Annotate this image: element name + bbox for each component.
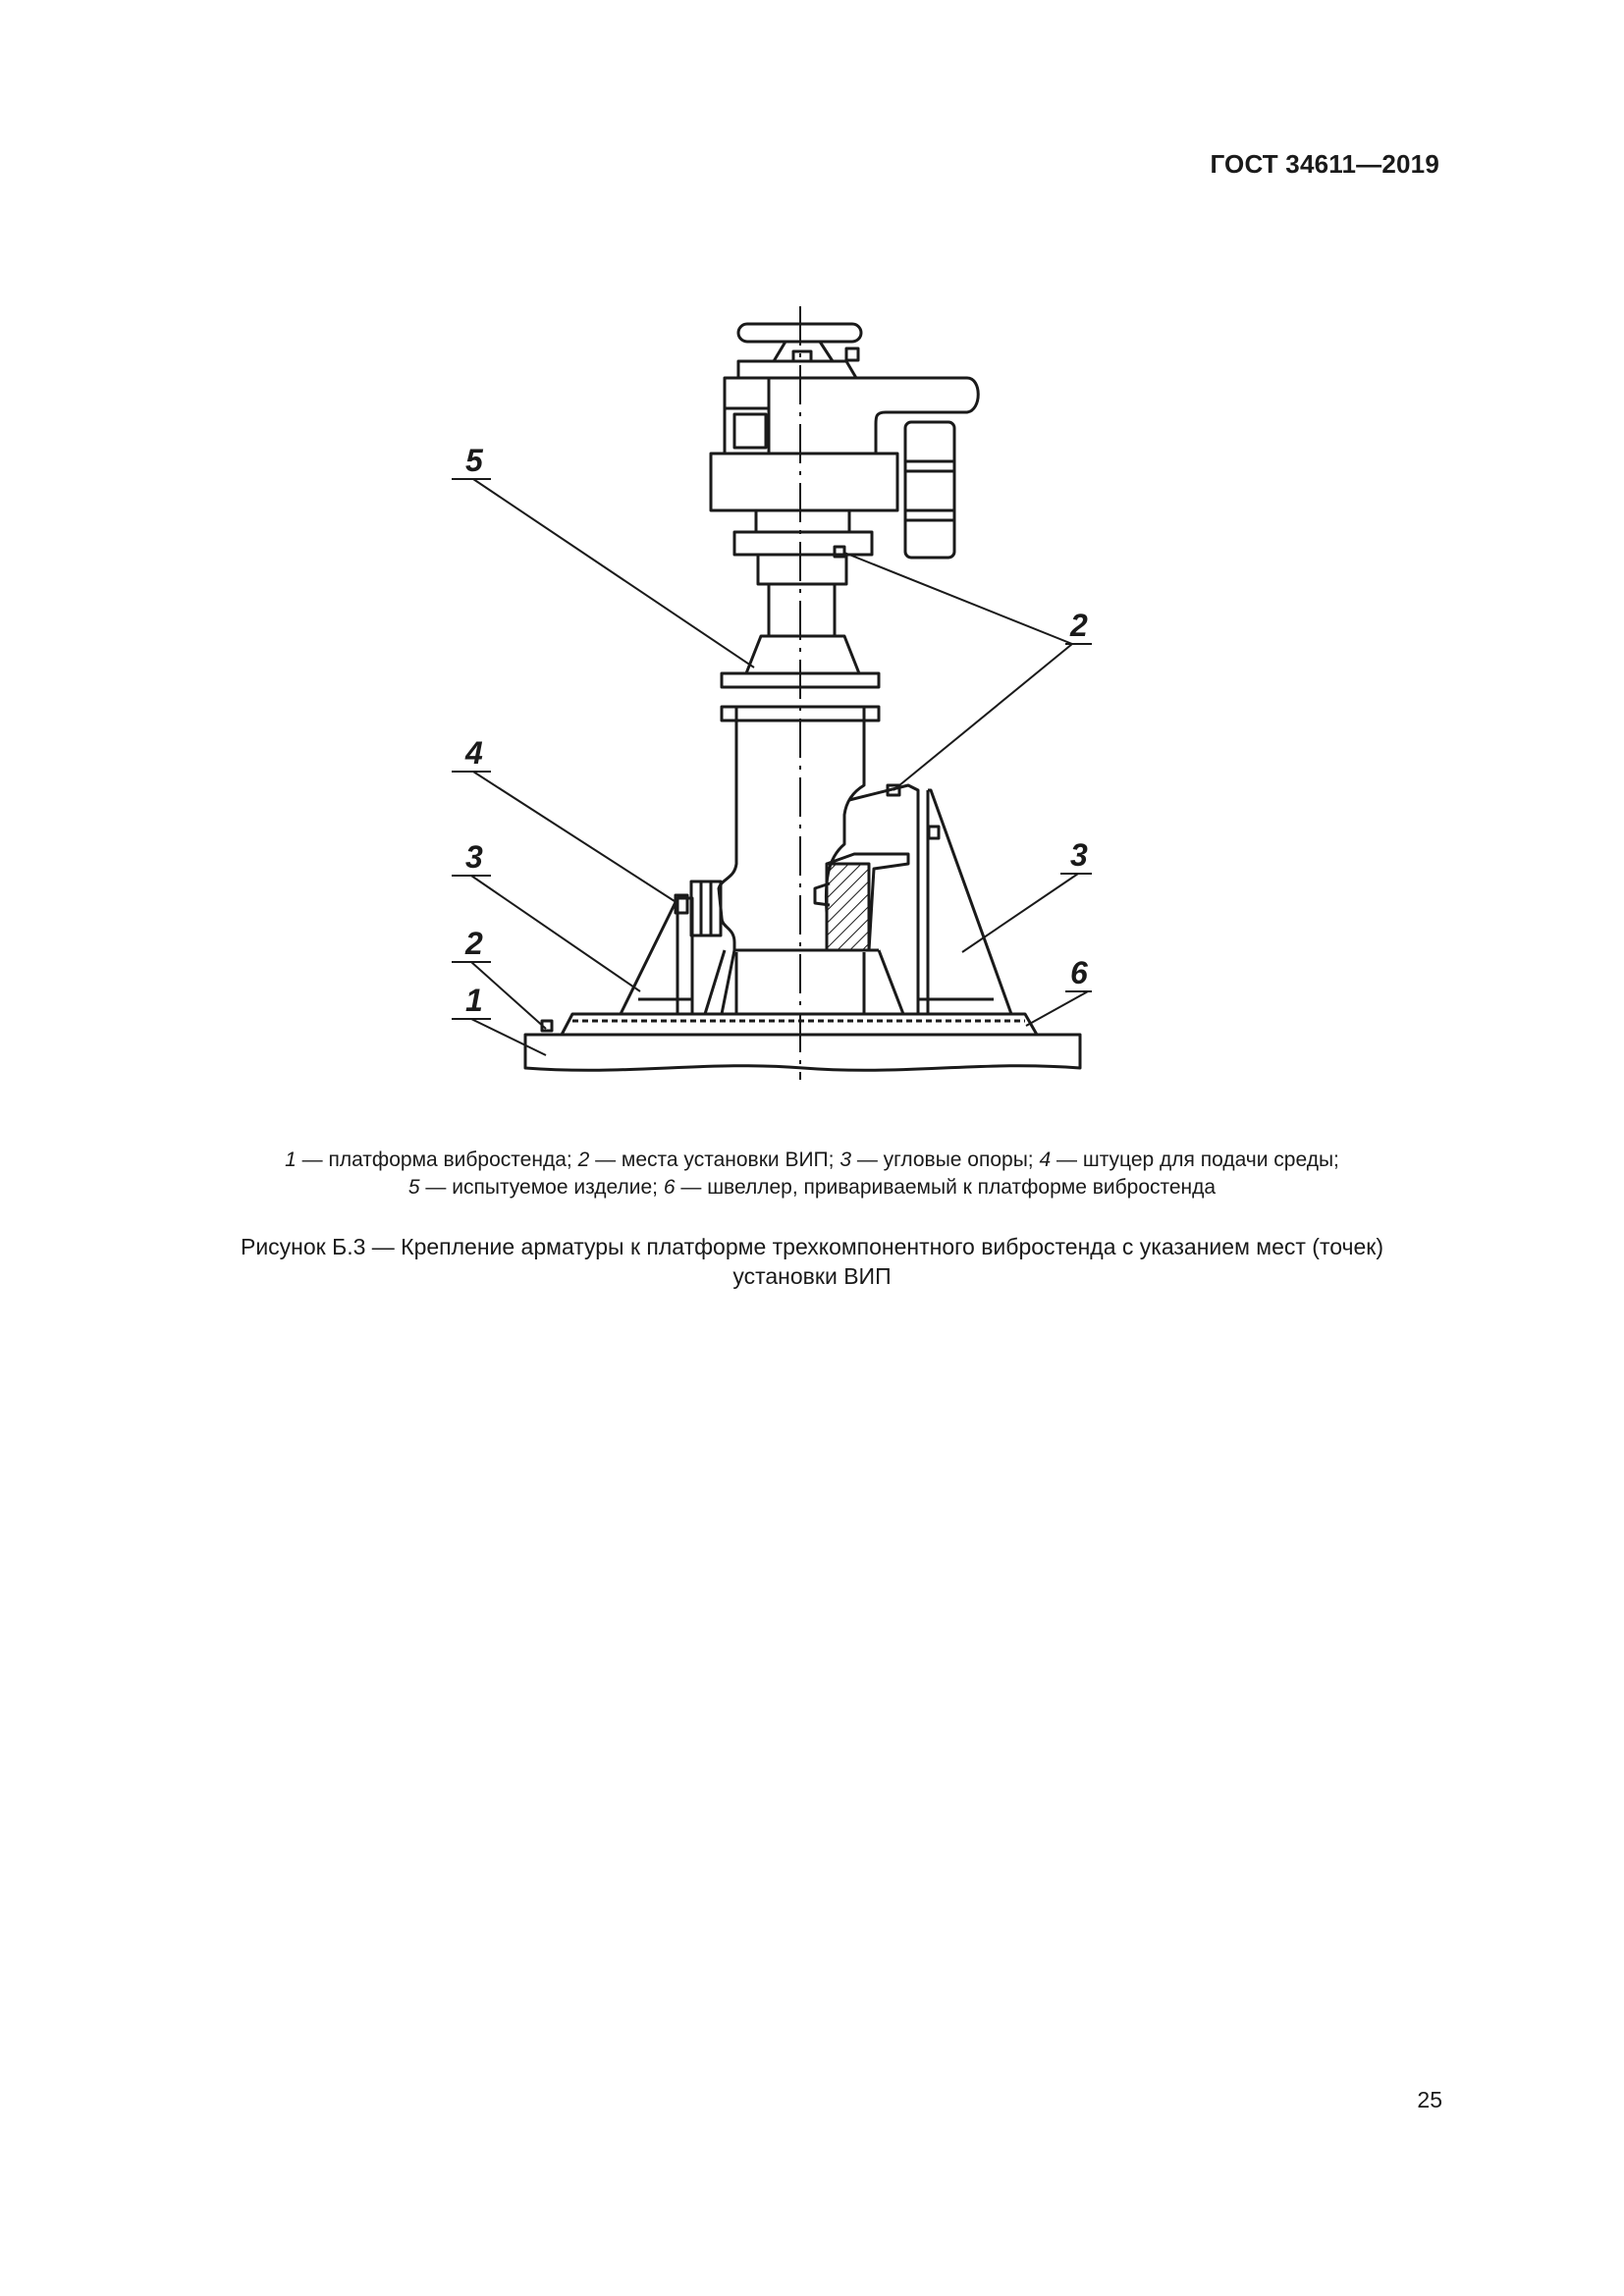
legend-num: 2 <box>577 1148 590 1171</box>
figure-legend <box>0 1147 1624 1201</box>
valve-body <box>705 707 918 1014</box>
legend-text: — испытуемое изделие; <box>419 1176 664 1199</box>
right-corner-support <box>918 790 1011 1014</box>
callout-2-bottom: 2 <box>465 926 483 961</box>
callout-3-right: 3 <box>1070 837 1088 873</box>
callout-5: 5 <box>465 443 483 478</box>
nozzle <box>676 881 721 935</box>
platform-base <box>525 1035 1080 1070</box>
document-standard-number: ГОСТ 34611—2019 <box>1210 149 1439 179</box>
legend-line-1 <box>0 1147 1624 1174</box>
figure-caption <box>0 1232 1624 1291</box>
left-corner-support <box>621 898 692 1014</box>
callout-3-left: 3 <box>465 839 483 875</box>
legend-num: 3 <box>839 1148 851 1171</box>
legend-text: — штуцер для подачи среды; <box>1051 1148 1339 1171</box>
legend-num: 1 <box>285 1148 297 1171</box>
callout-1: 1 <box>465 983 483 1018</box>
actuator-housing <box>542 324 978 1031</box>
callout-4: 4 <box>465 735 483 771</box>
callout-6: 6 <box>1070 955 1088 990</box>
legend-text: — швеллер, привариваемый к платформе вибростенда <box>675 1176 1217 1199</box>
caption-line-2: установки ВИП <box>732 1263 892 1289</box>
callout-2-top: 2 <box>1070 608 1088 643</box>
drawing-canvas <box>0 0 1624 1129</box>
page-number: 25 <box>1417 2087 1442 2112</box>
legend-num: 6 <box>663 1176 676 1199</box>
legend-text: — угловые опоры; <box>851 1148 1040 1171</box>
legend-num: 4 <box>1039 1148 1052 1171</box>
technical-drawing <box>0 0 1624 1129</box>
legend-text: — платформа вибростенда; <box>296 1148 578 1171</box>
legend-line-2 <box>0 1174 1624 1201</box>
caption-line-1: Рисунок Б.3 — Крепление арматуры к платформе трехкомпонентного вибростенда с указанием мест (точек) <box>240 1234 1384 1259</box>
legend-text: — места установки ВИП; <box>589 1148 840 1171</box>
legend-num: 5 <box>407 1176 420 1199</box>
